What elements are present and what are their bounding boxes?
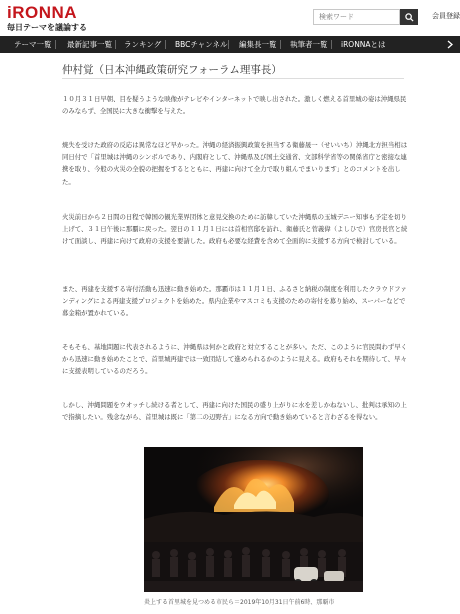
nav-divider bbox=[331, 40, 332, 49]
nav-item-editors[interactable]: 編集長一覧 bbox=[239, 40, 277, 49]
article-photo bbox=[144, 447, 363, 592]
nav-divider bbox=[228, 40, 229, 49]
main-nav bbox=[0, 36, 460, 53]
chevron-right-icon bbox=[447, 40, 453, 49]
nav-divider bbox=[115, 40, 116, 49]
article-paragraph: １０月３１日早朝、目を疑うような映像がテレビやインターネットで映し出された。激しく燃える首里城の姿は沖縄県民のみならず、全国民に大きな衝撃を与えた。 bbox=[62, 95, 407, 116]
nav-item-about[interactable]: iRONNAとは bbox=[341, 40, 386, 49]
site-header bbox=[0, 0, 460, 36]
article-paragraph: しかし、沖縄問題をウオッチし続ける者として、再建に向けた国民の盛り上がりに水を差しかねないし、批判は承知の上で指摘したい。残念ながら、首里城は既に「第二の辺野古」になる方向で動き始めていると言わざるを得ない。 bbox=[62, 401, 407, 422]
byline-divider bbox=[62, 78, 404, 79]
article-paragraph: 火災前日から２日間の日程で韓国の観光業界団体と意見交換のために訪韓していた沖縄県の玉城デニー知事も予定を切り上げて、３１日午後に那覇に戻った。翌日の１１月１日には首相官邸を訪れ、衛藤氏と菅義偉（よしひで）官房長官と続けて面談し、再建に向けて政府の支援を要請した。政府も必要な経費を含めて全面的に支援する方向で検討している。 bbox=[62, 213, 408, 246]
article-paragraph: 焼失を受けた政府の反応は異常なほど早かった。沖縄の経済振興政策を担当する衛藤晟一（せいいち）沖縄北方担当相は同日付で「首里城は沖縄のシンボルであり、内閣府として、沖縄県及び国土交通省、文部科学省等の関係省庁と密接な連携を取り、今般の火災の全貌の把握をするとともに、再建に向けて全力で取り組んでまいります」とのコメントを出した。 bbox=[62, 141, 408, 186]
article-paragraph: また、再建を支援する寄付活動も迅速に動き始めた。那覇市は１１月１日、ふるさと納税の制度を利用したクラウドファンディングによる再建支援プロジェクトを始めた。県内企業やマスコミも支援のための寄付を募り始め、スーパーなどで募金箱が置かれている。 bbox=[62, 285, 407, 318]
nav-item-writers[interactable]: 執筆者一覧 bbox=[290, 40, 328, 49]
search-button[interactable] bbox=[400, 9, 418, 25]
register-link[interactable]: 会員登録 bbox=[432, 12, 460, 20]
nav-item-bbc[interactable]: BBCチャンネル bbox=[175, 40, 228, 49]
nav-divider bbox=[280, 40, 281, 49]
nav-more-button[interactable] bbox=[447, 36, 453, 53]
author-byline[interactable]: 仲村覚（日本沖縄政策研究フォーラム理事長） bbox=[62, 64, 282, 76]
fire-photo-illustration bbox=[144, 447, 363, 592]
photo-caption: 炎上する首里城を見つめる市民ら＝2019年10月31日午前6時、那覇市 bbox=[144, 599, 335, 606]
nav-item-ranking[interactable]: ランキング bbox=[124, 40, 162, 49]
nav-item-latest[interactable]: 最新記事一覧 bbox=[67, 40, 112, 49]
nav-item-themes[interactable]: テーマ一覧 bbox=[14, 40, 52, 49]
nav-divider bbox=[55, 40, 56, 49]
site-tagline: 毎日テーマを議論する bbox=[7, 23, 87, 32]
nav-divider bbox=[165, 40, 166, 49]
article-paragraph: そもそも、基地問題に代表されるように、沖縄県は何かと政府と対立することが多い。ただ、このように官民問わず早くから迅速に動き始めたことで、首里城再建では一致団結して進められるかのように見える。政府もそれを期待して、早々に支援表明しているのだろう。 bbox=[62, 343, 408, 376]
site-logo[interactable]: iRONNA bbox=[7, 3, 78, 22]
search-input[interactable] bbox=[313, 9, 400, 25]
search-icon bbox=[405, 13, 414, 22]
